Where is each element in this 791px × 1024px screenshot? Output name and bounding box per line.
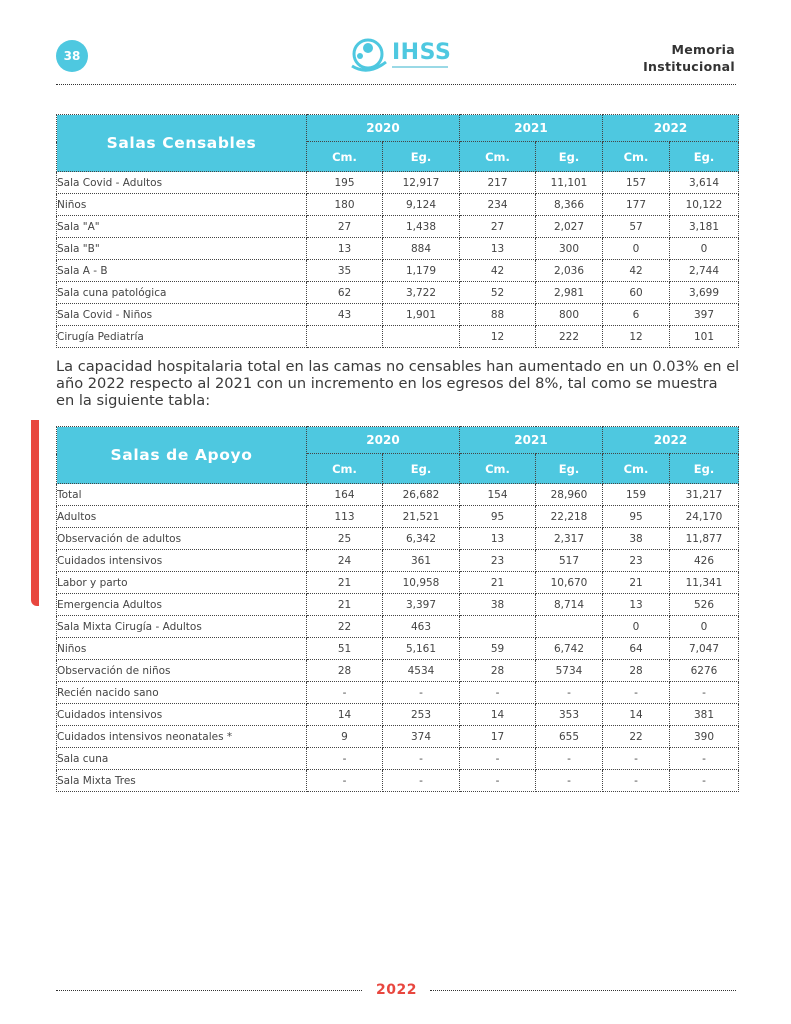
- column-header: Cm.: [460, 142, 536, 172]
- column-header: Eg.: [383, 142, 460, 172]
- table-cell: 222: [536, 326, 603, 348]
- table-cell: 0: [603, 616, 670, 638]
- table-cell: 361: [383, 550, 460, 572]
- table-cell: 234: [460, 194, 536, 216]
- table-row: [57, 282, 739, 304]
- table-cell: 1,438: [383, 216, 460, 238]
- table-cell: 353: [536, 704, 603, 726]
- table-cell: 14: [460, 704, 536, 726]
- table-row: [57, 682, 739, 704]
- table-cell: -: [536, 682, 603, 704]
- table-cell: 22: [603, 726, 670, 748]
- column-header: Cm.: [603, 454, 670, 484]
- footer-year: 2022: [376, 982, 417, 998]
- table-cell: 42: [603, 260, 670, 282]
- table-cell: 27: [307, 216, 383, 238]
- column-header: Cm.: [307, 142, 383, 172]
- table-cell: 154: [460, 484, 536, 506]
- row-label: Sala "A": [57, 216, 307, 238]
- column-header: Eg.: [536, 454, 603, 484]
- table-cell: 95: [603, 506, 670, 528]
- column-header: Eg.: [383, 454, 460, 484]
- year-header: 2020: [307, 427, 460, 454]
- table-cell: 0: [670, 616, 739, 638]
- table-cell: 10,958: [383, 572, 460, 594]
- document-title-line1: Memoria: [671, 42, 735, 57]
- table-cell: 463: [383, 616, 460, 638]
- year-header: 2020: [307, 115, 460, 142]
- table-cell: -: [383, 682, 460, 704]
- table-cell: 21,521: [383, 506, 460, 528]
- footer-divider-right: [430, 990, 736, 991]
- column-header: Cm.: [307, 454, 383, 484]
- table-cell: 374: [383, 726, 460, 748]
- table-cell: 62: [307, 282, 383, 304]
- table-cell: -: [603, 770, 670, 792]
- table-cell: 28: [603, 660, 670, 682]
- table-cell: 2,036: [536, 260, 603, 282]
- row-label: Observación de niños: [57, 660, 307, 682]
- row-label: Cirugía Pediatría: [57, 326, 307, 348]
- row-label: Observación de adultos: [57, 528, 307, 550]
- table-title: Salas de Apoyo: [57, 427, 307, 484]
- row-label: Niños: [57, 638, 307, 660]
- table-row: [57, 326, 739, 348]
- table-cell: 3,181: [670, 216, 739, 238]
- table-cell: 7,047: [670, 638, 739, 660]
- table-row: [57, 238, 739, 260]
- column-header: Eg.: [536, 142, 603, 172]
- table-cell: 6276: [670, 660, 739, 682]
- table-cell: 164: [307, 484, 383, 506]
- table-cell: 38: [603, 528, 670, 550]
- table-cell: 253: [383, 704, 460, 726]
- table-cell: 6,342: [383, 528, 460, 550]
- table-cell: 13: [307, 238, 383, 260]
- table-cell: 10,122: [670, 194, 739, 216]
- table-cell: 13: [460, 238, 536, 260]
- table-cell: -: [670, 770, 739, 792]
- table-cell: [307, 326, 383, 348]
- body-paragraph: La capacidad hospitalaria total en las camas no censables han aumentado en un 0.03% en el año 2022 respecto al 2021 con un incremento en los egresos del 8%, tal como se muestra en la siguiente tabla:: [56, 358, 740, 409]
- table-cell: 22: [307, 616, 383, 638]
- table-row: [57, 216, 739, 238]
- table-cell: 64: [603, 638, 670, 660]
- column-header: Cm.: [460, 454, 536, 484]
- year-header: 2022: [603, 115, 739, 142]
- table-row: [57, 550, 739, 572]
- salas-de-apoyo-table: [56, 426, 739, 792]
- logo-text: IHSS: [392, 40, 452, 65]
- table-cell: 113: [307, 506, 383, 528]
- row-label: Sala Mixta Tres: [57, 770, 307, 792]
- row-label: Sala Mixta Cirugía - Adultos: [57, 616, 307, 638]
- table-cell: 11,341: [670, 572, 739, 594]
- table-cell: 381: [670, 704, 739, 726]
- table-row: [57, 704, 739, 726]
- table-cell: 884: [383, 238, 460, 260]
- table-cell: 28,960: [536, 484, 603, 506]
- table-cell: 17: [460, 726, 536, 748]
- table-cell: 300: [536, 238, 603, 260]
- year-header: 2021: [460, 115, 603, 142]
- table-row: [57, 304, 739, 326]
- table-cell: 5734: [536, 660, 603, 682]
- table-cell: 11,877: [670, 528, 739, 550]
- table-cell: 43: [307, 304, 383, 326]
- table-cell: 397: [670, 304, 739, 326]
- table-cell: 157: [603, 172, 670, 194]
- table-cell: [460, 616, 536, 638]
- table-cell: 1,901: [383, 304, 460, 326]
- document-title: [643, 41, 735, 75]
- table-cell: 800: [536, 304, 603, 326]
- table-cell: -: [383, 770, 460, 792]
- row-label: Total: [57, 484, 307, 506]
- table-cell: 24,170: [670, 506, 739, 528]
- table-row: [57, 660, 739, 682]
- table-cell: 3,397: [383, 594, 460, 616]
- table-cell: -: [603, 748, 670, 770]
- table-cell: 38: [460, 594, 536, 616]
- table-row: [57, 484, 739, 506]
- table-cell: 14: [307, 704, 383, 726]
- table-cell: 2,981: [536, 282, 603, 304]
- table-cell: 88: [460, 304, 536, 326]
- column-header: Cm.: [603, 142, 670, 172]
- table-cell: 24: [307, 550, 383, 572]
- page-number: 38: [63, 49, 81, 63]
- table-cell: 12: [460, 326, 536, 348]
- table-cell: -: [460, 682, 536, 704]
- table-cell: 6,742: [536, 638, 603, 660]
- table-cell: 28: [460, 660, 536, 682]
- table-cell: 517: [536, 550, 603, 572]
- table-cell: 1,179: [383, 260, 460, 282]
- table-cell: 195: [307, 172, 383, 194]
- table-cell: 3,722: [383, 282, 460, 304]
- table-cell: 57: [603, 216, 670, 238]
- table-cell: 22,218: [536, 506, 603, 528]
- table-cell: [383, 326, 460, 348]
- table-cell: 23: [603, 550, 670, 572]
- row-label: Cuidados intensivos neonatales *: [57, 726, 307, 748]
- table-cell: 177: [603, 194, 670, 216]
- row-label: Emergencia Adultos: [57, 594, 307, 616]
- table-cell: 3,614: [670, 172, 739, 194]
- table-cell: 35: [307, 260, 383, 282]
- table-cell: -: [670, 682, 739, 704]
- table-cell: 390: [670, 726, 739, 748]
- table-cell: 10,670: [536, 572, 603, 594]
- table-cell: -: [307, 748, 383, 770]
- column-header: Eg.: [670, 142, 739, 172]
- logo-underline: [392, 66, 448, 68]
- table-cell: 2,744: [670, 260, 739, 282]
- table-cell: 8,366: [536, 194, 603, 216]
- table-row: [57, 572, 739, 594]
- table-cell: 6: [603, 304, 670, 326]
- row-label: Sala Covid - Niños: [57, 304, 307, 326]
- table-row: [57, 506, 739, 528]
- table-cell: 9: [307, 726, 383, 748]
- table-cell: -: [383, 748, 460, 770]
- table-row: [57, 594, 739, 616]
- table-cell: 59: [460, 638, 536, 660]
- table-cell: 3,699: [670, 282, 739, 304]
- page-number-badge: [56, 40, 88, 72]
- table-cell: 95: [460, 506, 536, 528]
- table-cell: 12: [603, 326, 670, 348]
- row-label: Adultos: [57, 506, 307, 528]
- row-label: Sala cuna patológica: [57, 282, 307, 304]
- table-cell: 21: [307, 572, 383, 594]
- table-cell: 5,161: [383, 638, 460, 660]
- table-cell: 2,027: [536, 216, 603, 238]
- document-title-line2: Institucional: [643, 59, 735, 74]
- table-cell: 31,217: [670, 484, 739, 506]
- table-row: [57, 616, 739, 638]
- table-cell: 23: [460, 550, 536, 572]
- table-cell: -: [460, 748, 536, 770]
- header-divider: [56, 84, 736, 85]
- table-cell: 42: [460, 260, 536, 282]
- row-label: Niños: [57, 194, 307, 216]
- year-header: 2022: [603, 427, 739, 454]
- table-cell: -: [307, 682, 383, 704]
- table-cell: [536, 616, 603, 638]
- table-cell: -: [603, 682, 670, 704]
- row-label: Sala A - B: [57, 260, 307, 282]
- table-cell: 51: [307, 638, 383, 660]
- table-cell: 25: [307, 528, 383, 550]
- row-label: Cuidados intensivos: [57, 550, 307, 572]
- table-cell: 21: [460, 572, 536, 594]
- table-cell: -: [536, 770, 603, 792]
- side-accent-bar: [31, 420, 39, 606]
- table-cell: 14: [603, 704, 670, 726]
- table-cell: 2,317: [536, 528, 603, 550]
- table-cell: 8,714: [536, 594, 603, 616]
- row-label: Sala Covid - Adultos: [57, 172, 307, 194]
- table-row: [57, 528, 739, 550]
- table-cell: 655: [536, 726, 603, 748]
- table-cell: 28: [307, 660, 383, 682]
- year-header: 2021: [460, 427, 603, 454]
- table-cell: 526: [670, 594, 739, 616]
- table-title: Salas Censables: [57, 115, 307, 172]
- table-cell: 9,124: [383, 194, 460, 216]
- row-label: Sala "B": [57, 238, 307, 260]
- table-cell: 21: [603, 572, 670, 594]
- table-row: [57, 638, 739, 660]
- table-cell: 27: [460, 216, 536, 238]
- table-row: [57, 770, 739, 792]
- table-cell: 11,101: [536, 172, 603, 194]
- table-cell: 426: [670, 550, 739, 572]
- table-cell: 217: [460, 172, 536, 194]
- table-row: [57, 726, 739, 748]
- table-cell: 12,917: [383, 172, 460, 194]
- salas-censables-table: [56, 114, 739, 348]
- table-cell: -: [670, 748, 739, 770]
- table-cell: 21: [307, 594, 383, 616]
- row-label: Recién nacido sano: [57, 682, 307, 704]
- row-label: Labor y parto: [57, 572, 307, 594]
- column-header: Eg.: [670, 454, 739, 484]
- table-cell: -: [460, 770, 536, 792]
- table-cell: 4534: [383, 660, 460, 682]
- table-cell: 0: [603, 238, 670, 260]
- table-cell: 0: [670, 238, 739, 260]
- table-cell: 101: [670, 326, 739, 348]
- table-row: [57, 172, 739, 194]
- table-cell: 26,682: [383, 484, 460, 506]
- row-label: Cuidados intensivos: [57, 704, 307, 726]
- table-cell: 159: [603, 484, 670, 506]
- footer-divider-left: [56, 990, 362, 991]
- table-row: [57, 260, 739, 282]
- table-cell: 52: [460, 282, 536, 304]
- table-cell: 60: [603, 282, 670, 304]
- table-cell: -: [307, 770, 383, 792]
- row-label: Sala cuna: [57, 748, 307, 770]
- table-cell: -: [536, 748, 603, 770]
- table-cell: 13: [460, 528, 536, 550]
- table-row: [57, 194, 739, 216]
- table-cell: 13: [603, 594, 670, 616]
- table-row: [57, 748, 739, 770]
- table-cell: 180: [307, 194, 383, 216]
